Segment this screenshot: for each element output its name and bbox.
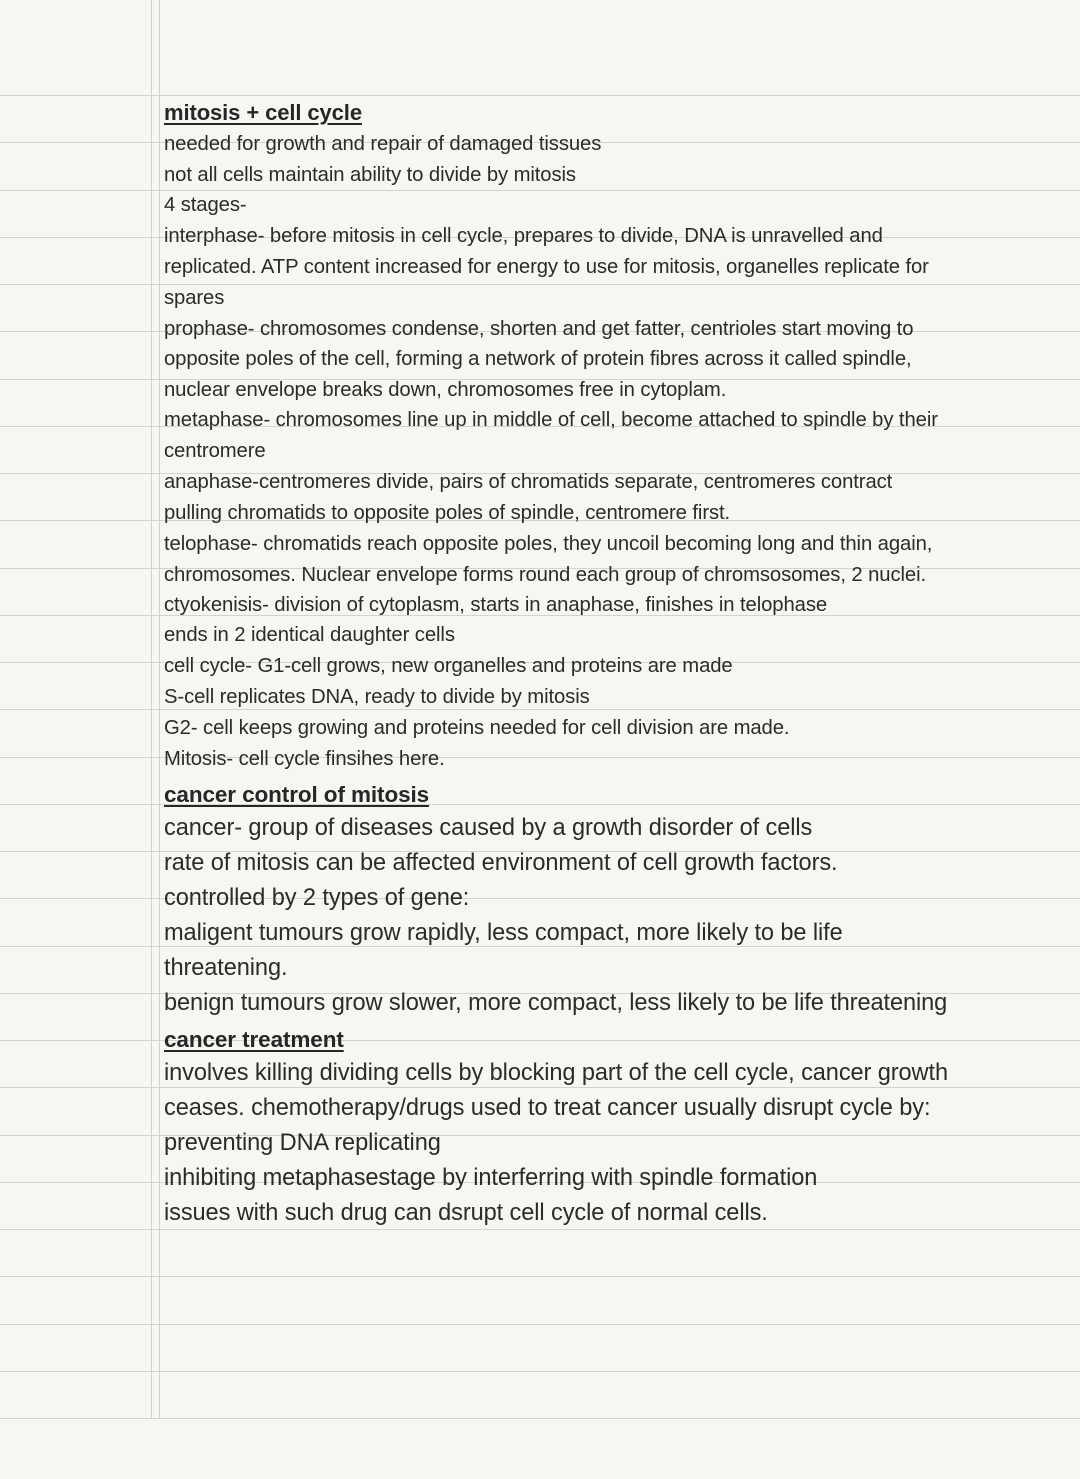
note-line: S-cell replicates DNA, ready to divide by mitosis — [164, 685, 590, 708]
note-line: G2- cell keeps growing and proteins needed for cell division are made. — [164, 716, 790, 739]
ruled-line — [0, 804, 1080, 805]
note-line: cancer- group of diseases caused by a growth disorder of cells — [164, 815, 813, 842]
note-line: spares — [164, 286, 225, 309]
note-line: threatening. — [164, 955, 288, 982]
ruled-line — [0, 1229, 1080, 1230]
note-line: interphase- before mitosis in cell cycle, prepares to divide, DNA is unravelled and — [164, 224, 883, 247]
ruled-line — [0, 898, 1080, 899]
note-line: ends in 2 identical daughter cells — [164, 623, 455, 646]
note-line: Mitosis- cell cycle finsihes here. — [164, 747, 445, 770]
note-line: controlled by 2 types of gene: — [164, 885, 470, 912]
ruled-line — [0, 1276, 1080, 1277]
note-line: 4 stages- — [164, 193, 247, 216]
note-line: not all cells maintain ability to divide by mitosis — [164, 163, 576, 186]
ruled-line — [0, 190, 1080, 191]
ruled-line — [0, 757, 1080, 758]
ruled-line — [0, 1087, 1080, 1088]
ruled-line — [0, 1040, 1080, 1041]
note-line: issues with such drug can dsrupt cell cycle of normal cells. — [164, 1200, 768, 1227]
note-line: maligent tumours grow rapidly, less compact, more likely to be life — [164, 920, 843, 947]
note-line: benign tumours grow slower, more compact, less likely to be life threatening — [164, 990, 948, 1017]
margin-line-left — [151, 0, 152, 1419]
section-heading: cancer treatment — [164, 1027, 344, 1052]
note-line: chromosomes. Nuclear envelope forms round each group of chromsosomes, 2 nuclei. — [164, 563, 927, 586]
note-line: ceases. chemotherapy/drugs used to treat cancer usually disrupt cycle by: — [164, 1095, 931, 1122]
note-line: nuclear envelope breaks down, chromosomes free in cytoplam. — [164, 378, 727, 401]
note-line: centromere — [164, 439, 266, 462]
note-line: anaphase-centromeres divide, pairs of chromatids separate, centromeres contract — [164, 470, 893, 493]
section-heading: mitosis + cell cycle — [164, 100, 362, 125]
ruled-line — [0, 95, 1080, 96]
ruled-line — [0, 1371, 1080, 1372]
ruled-line — [0, 1135, 1080, 1136]
note-line: cell cycle- G1-cell grows, new organelles and proteins are made — [164, 654, 733, 677]
note-line: telophase- chromatids reach opposite poles, they uncoil becoming long and thin again, — [164, 532, 933, 555]
note-line: involves killing dividing cells by blocking part of the cell cycle, cancer growth — [164, 1060, 948, 1087]
note-line: pulling chromatids to opposite poles of spindle, centromere first. — [164, 501, 731, 524]
note-line: preventing DNA replicating — [164, 1130, 441, 1157]
note-line: metaphase- chromosomes line up in middle of cell, become attached to spindle by their — [164, 408, 938, 431]
note-line: prophase- chromosomes condense, shorten and get fatter, centrioles start moving to — [164, 317, 914, 340]
ruled-line — [0, 284, 1080, 285]
note-line: ctyokenisis- division of cytoplasm, starts in anaphase, finishes in telophase — [164, 593, 828, 616]
ruled-line — [0, 946, 1080, 947]
ruled-line — [0, 709, 1080, 710]
note-line: replicated. ATP content increased for energy to use for mitosis, organelles replicate for — [164, 255, 929, 278]
ruled-line — [0, 1418, 1080, 1419]
note-line: opposite poles of the cell, forming a network of protein fibres across it called spindle, — [164, 347, 912, 370]
note-line: inhibiting metaphasestage by interferring with spindle formation — [164, 1165, 818, 1192]
section-heading: cancer control of mitosis — [164, 782, 430, 807]
margin-line-right — [159, 0, 160, 1419]
ruled-line — [0, 1324, 1080, 1325]
note-line: rate of mitosis can be affected environment of cell growth factors. — [164, 850, 838, 877]
note-line: needed for growth and repair of damaged tissues — [164, 132, 602, 155]
